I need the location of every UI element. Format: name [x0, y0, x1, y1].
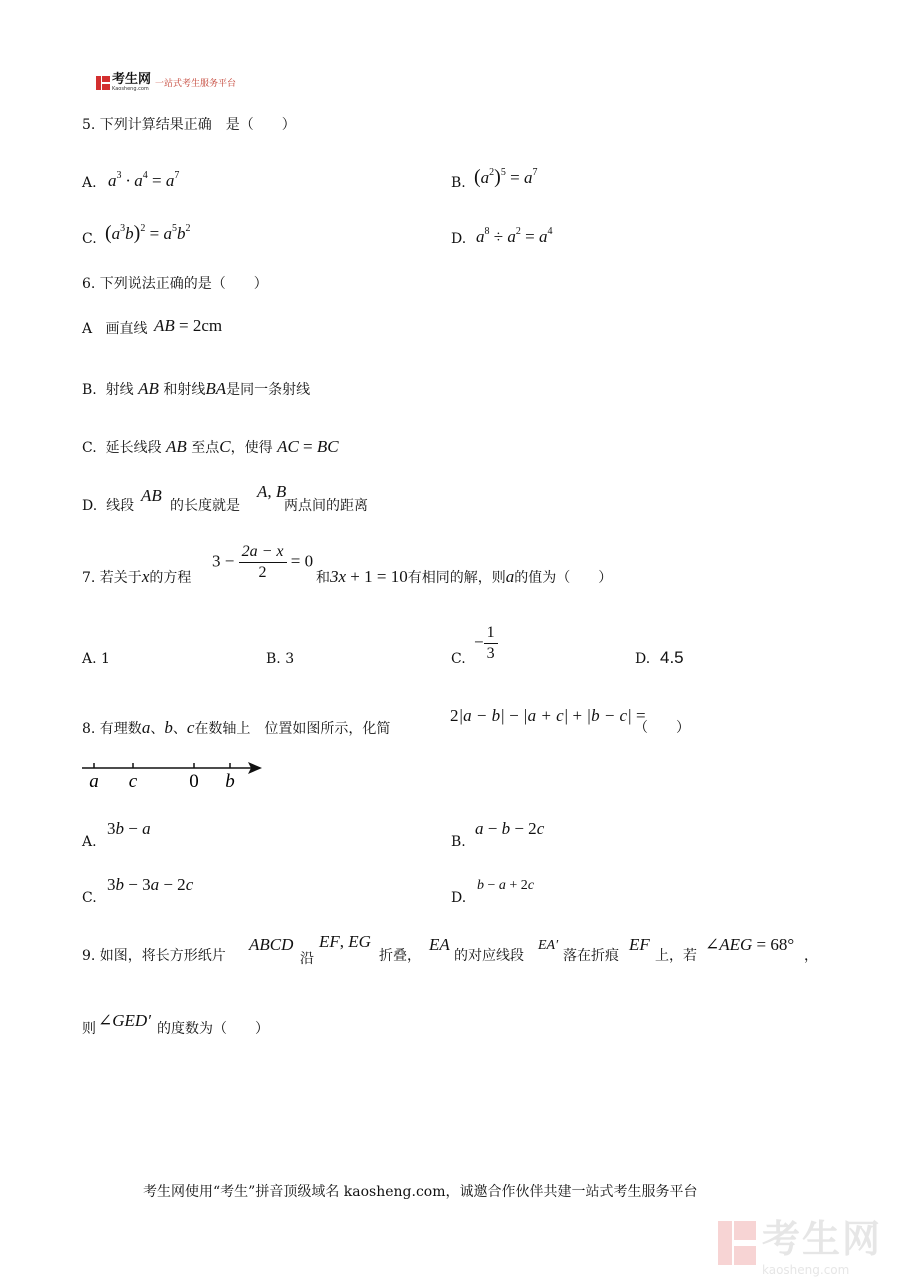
q8-expression: 2|a − b| − |a + c| + |b − c| =: [450, 706, 646, 725]
q5-option-a-label: A.: [82, 175, 97, 191]
q6-option-d: [82, 497, 134, 515]
q8-sep1: 、: [150, 721, 165, 737]
q6-option-d-text1: 线段: [106, 498, 135, 514]
logo-icon: [96, 76, 110, 90]
q8-option-c-formula: 3b − 3a − 2c: [107, 875, 194, 894]
q8-var-c: c: [186, 718, 195, 737]
q6-option-b-text1: 射线: [105, 382, 134, 398]
axis-label-0: 0: [189, 771, 199, 792]
q9-stem-text6: 上，若: [655, 948, 697, 964]
watermark-icon: [718, 1221, 756, 1265]
watermark-domain: kaosheng.com: [762, 1263, 850, 1277]
q8-stem-text2: 在数轴上 位置如图所示，化简: [194, 721, 391, 737]
q6-option-c-text2: 至点: [191, 440, 220, 456]
q9-angle-aeg: ∠AEG = 68°: [705, 935, 795, 954]
q9-abcd: ABCD: [249, 935, 294, 954]
q9-stem-text4: 的对应线段: [454, 948, 524, 964]
q5-option-a-formula: $a^3 \cdot a^4 = a^7$: [108, 170, 180, 190]
q9-stem-text5: 落在折痕: [563, 948, 619, 964]
q7-option-c-value: − $\frac{1}{3}$: [474, 624, 498, 663]
q8-sep2: 、: [172, 721, 187, 737]
q8-option-a-label: A.: [82, 834, 97, 850]
q6-option-d-points: A, B: [257, 482, 287, 501]
q7-stem-text2: 的方程: [149, 570, 192, 586]
q6-option-c-text3: ，使得: [230, 440, 273, 456]
header-logo: [96, 73, 236, 92]
q6-option-c: [82, 438, 339, 457]
q6-option-c-ab: AB: [166, 437, 187, 456]
q9-ef: EF: [629, 935, 650, 954]
q5-option-d-formula: $a^8 \div a^2 = a^4$: [476, 226, 553, 246]
q9-stem-text3: 折叠，: [379, 948, 421, 964]
q8-number-line: [80, 756, 270, 796]
logo-name: 考生网: [112, 72, 152, 87]
q7-option-a: A. 1: [82, 651, 110, 667]
q6-option-d-ab: AB: [141, 486, 162, 505]
q5-option-c-label: C.: [82, 231, 97, 247]
q6-option-b-ba: BA: [205, 379, 227, 398]
q7-stem-part2: [316, 568, 612, 587]
q6-option-c-text1: 延长线段: [105, 440, 162, 456]
q6-option-b-label: B.: [82, 382, 97, 398]
q5-stem: 5. 下列计算结果正确 是（ ）: [82, 117, 296, 133]
q9-line2-text2: 的度数为（ ）: [157, 1021, 269, 1037]
q8-option-d-formula: b − a + 2c: [477, 878, 535, 893]
q8-option-b-formula: a − b − 2c: [475, 819, 545, 838]
q9-ea-prime: EA′: [538, 938, 559, 953]
q7-option-d-label: D.: [635, 651, 651, 667]
q6-option-b: [82, 380, 310, 399]
q9-stem-text7: ，: [804, 948, 818, 964]
q6-option-d-text3: 两点间的距离: [284, 498, 368, 514]
q7-stem-text3: 和: [316, 570, 330, 586]
q8-stem-text3: （ ）: [634, 720, 690, 736]
q6-option-b-text3: 是同一条射线: [226, 382, 311, 398]
q7-stem-part1: [82, 568, 191, 587]
q7-stem-text5: 的值为（ ）: [514, 570, 613, 586]
q9-ea: EA: [429, 935, 450, 954]
q5-option-b-label: B.: [451, 175, 466, 191]
q9-stem-text1: 9. 如图，将长方形纸片: [82, 948, 226, 964]
q8-option-a-formula: 3b − a: [107, 819, 151, 838]
q8-option-b-label: B.: [451, 834, 466, 850]
q9-ef-eg: EF, EG: [319, 932, 371, 951]
q6-option-a-label: A: [82, 321, 93, 337]
q6-option-a-formula: AB = 2cm: [154, 316, 223, 335]
q7-option-b: B. 3: [266, 651, 295, 667]
q6-option-c-c: C: [219, 437, 231, 456]
q7-var-x: x: [141, 567, 150, 586]
q8-stem-text1: 8. 有理数: [82, 721, 142, 737]
q7-option-d-value: 4.5: [660, 648, 684, 667]
q6-option-d-text2: 的长度就是: [170, 498, 240, 514]
header-slogan: 一站式考生服务平台: [155, 79, 237, 89]
q6-option-b-ab: AB: [138, 379, 159, 398]
q5-option-b-formula: $(a^2)^5 = a^7$: [474, 166, 538, 188]
q6-option-a: [82, 320, 147, 338]
axis-label-b: b: [225, 771, 235, 792]
q7-stem-text1: 7. 若关于: [82, 570, 142, 586]
q8-option-d-label: D.: [451, 890, 467, 906]
logo-domain: Kaosheng.com: [112, 86, 149, 92]
q7-option-c-label: C.: [451, 651, 466, 667]
q5-option-c-formula: $(a^3b)^2 = a^5b^2$: [105, 222, 191, 244]
q7-stem-text4: 有相同的解，则: [407, 570, 506, 586]
q8-stem: [82, 719, 390, 738]
q6-stem: 6. 下列说法正确的是（ ）: [82, 276, 268, 292]
q6-option-a-text: 画直线: [105, 321, 148, 337]
q6-option-d-label: D.: [82, 498, 98, 514]
q7-var-a: a: [505, 567, 515, 586]
q8-var-a: a: [141, 718, 151, 737]
q8-var-b: b: [164, 718, 173, 737]
axis-label-a: a: [89, 771, 99, 792]
q6-option-b-text2: 和射线: [163, 382, 206, 398]
q9-line2-text1: 则: [82, 1021, 96, 1037]
axis-label-c: c: [128, 771, 138, 792]
q7-equation1: 3 − $\frac{2a - x}{2}$ = 0: [212, 543, 314, 581]
q6-option-c-formula: AC = BC: [277, 437, 339, 456]
q5-option-d-label: D.: [451, 231, 467, 247]
q9-stem-text2: 沿: [300, 951, 314, 967]
watermark-logo: [718, 1208, 882, 1277]
q6-option-c-label: C.: [82, 440, 97, 456]
q8-option-c-label: C.: [82, 890, 97, 906]
q9-angle-ged: ∠GED′: [98, 1011, 151, 1030]
watermark-name: 考生网: [762, 1217, 883, 1261]
footer-text: 考生网使用“考生”拼音顶级域名 kaosheng.com，诚邀合作伙伴共建一站式考生服务平台: [143, 1184, 698, 1200]
q7-equation2: 3x + 1 = 10: [330, 567, 408, 586]
